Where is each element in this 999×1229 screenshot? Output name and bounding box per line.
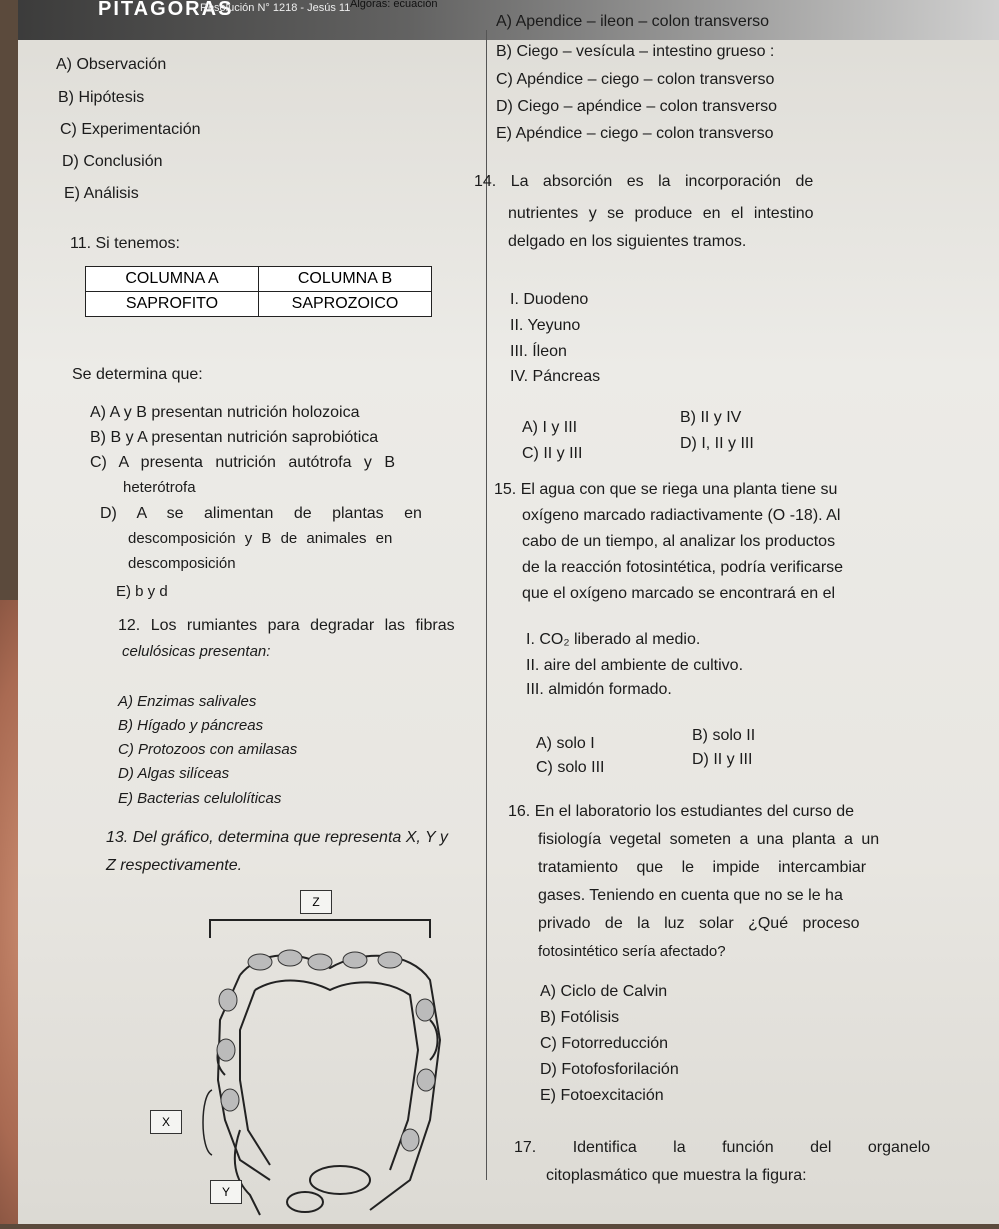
- q15-option-a: A) solo I: [536, 735, 595, 752]
- q14-stem-1: 14. La absorción es la incorporación de: [474, 173, 814, 190]
- q15-item-3: III. almidón formado.: [526, 681, 672, 698]
- q12-option-b: B) Hígado y páncreas: [118, 717, 264, 734]
- q17-stem-1: 17. Identifica la función del organelo: [514, 1139, 931, 1156]
- q16-stem-6: fotosintético sería afectado?: [538, 943, 726, 960]
- logo-subtitle: Resolución N° 1218 - Jesús 11: [200, 2, 351, 14]
- q14-item-2: II. Yeyuno: [510, 317, 581, 334]
- q15-option-c: C) solo III: [536, 759, 605, 776]
- q15-option-d: D) II y III: [692, 751, 753, 768]
- q16-stem-3: tratamiento que le impide intercambiar: [538, 859, 867, 876]
- q11-table: [85, 266, 432, 317]
- q10-option-c: C) Experimentación: [60, 121, 201, 138]
- q12-stem-2: celulósicas presentan:: [122, 643, 271, 660]
- q15-stem-2: oxígeno marcado radiactivamente (O -18). Al: [522, 507, 841, 524]
- q14-option-a: A) I y III: [522, 419, 578, 436]
- q16-stem-1: 16. En el laboratorio los estudiantes del curso de: [508, 803, 854, 820]
- q13-stem-2: Z respectivamente.: [106, 857, 243, 874]
- q16-option-c: C) Fotorreducción: [540, 1035, 669, 1052]
- q15-stem-4: de la reacción fotosintética, podría verificarse: [522, 559, 844, 576]
- q16-stem-5: privado de la luz solar ¿Qué proceso: [538, 915, 860, 932]
- q12-option-d: D) Algas silíceas: [118, 765, 230, 782]
- q11-header-a: COLUMNA A: [86, 267, 259, 292]
- q14-item-4: IV. Páncreas: [510, 368, 601, 385]
- q13-option-a: A) Apendice – ileon – colon transverso: [496, 13, 770, 30]
- q16-stem-2: fisiología vegetal someten a una planta a un: [538, 831, 880, 848]
- q15-stem-3: cabo de un tiempo, al analizar los productos: [522, 533, 836, 550]
- q11-option-c: C) A presenta nutrición autótrofa y B: [90, 454, 396, 471]
- q12-option-c: C) Protozoos con amilasas: [118, 741, 298, 758]
- label-z: Z: [300, 890, 332, 914]
- q10-option-e: E) Análisis: [64, 185, 139, 202]
- q16-option-a: A) Ciclo de Calvin: [540, 983, 668, 1000]
- q15-item-2: II. aire del ambiente de cultivo.: [526, 657, 744, 674]
- q17-stem-2: citoplasmático que muestra la figura:: [546, 1167, 807, 1184]
- q12-option-e: E) Bacterias celulolíticas: [118, 790, 282, 807]
- colon-illustration: [140, 880, 480, 1224]
- q15-option-b: B) solo II: [692, 727, 756, 744]
- q11-option-d-cont: descomposición y B de animales en: [128, 530, 393, 547]
- q15-item-1: I. CO₂ liberado al medio.: [526, 631, 701, 648]
- logo: PITAGORAS: [98, 0, 234, 20]
- q16-option-e: E) Fotoexcitación: [540, 1087, 664, 1104]
- label-y: Y: [210, 1180, 242, 1204]
- q11-option-d-cont2: descomposición: [128, 555, 236, 572]
- q14-option-c: C) II y III: [522, 445, 583, 462]
- q11-stem: 11. Si tenemos:: [70, 235, 180, 252]
- q16-stem-4: gases. Teniendo en cuenta que no se le ha: [538, 887, 843, 904]
- q11-option-d: D) A se alimentan de plantas en: [100, 505, 422, 522]
- q14-option-d: D) I, II y III: [680, 435, 754, 452]
- q13-option-e: E) Apéndice – ciego – colon transverso: [496, 125, 774, 142]
- q10-option-d: D) Conclusión: [62, 153, 163, 170]
- q13-option-c: C) Apéndice – ciego – colon transverso: [496, 71, 775, 88]
- q16-option-d: D) Fotofosforilación: [540, 1061, 679, 1078]
- column-divider: [486, 30, 487, 1180]
- q13-stem-1: 13. Del gráfico, determina que representa X, Y y: [106, 829, 448, 846]
- label-x: X: [150, 1110, 182, 1134]
- q14-stem-3: delgado en los siguientes tramos.: [508, 233, 747, 250]
- q14-item-1: I. Duodeno: [510, 291, 589, 308]
- q12-option-a: A) Enzimas salivales: [118, 693, 257, 710]
- q14-item-3: III. Íleon: [510, 343, 567, 360]
- q13-option-d: D) Ciego – apéndice – colon transverso: [496, 98, 778, 115]
- q15-stem-1: 15. El agua con que se riega una planta tiene su: [494, 481, 838, 498]
- q15-stem-5: que el oxígeno marcado se encontrará en el: [522, 585, 836, 602]
- q10-option-b: B) Hipótesis: [58, 89, 145, 106]
- q12-stem-1: 12. Los rumiantes para degradar las fibras: [118, 617, 455, 634]
- q14-option-b: B) II y IV: [680, 409, 742, 426]
- q11-lead: Se determina que:: [72, 366, 203, 383]
- large-intestine-diagram: [140, 880, 480, 1224]
- top-note: Algoras: ecuación: [350, 0, 438, 10]
- q11-option-a: A) A y B presentan nutrición holozoica: [90, 404, 360, 421]
- q16-option-b: B) Fotólisis: [540, 1009, 620, 1026]
- q11-option-c-cont: heterótrofa: [123, 479, 196, 496]
- q11-option-b: B) B y A presentan nutrición saprobiótica: [90, 429, 379, 446]
- q13-option-b: B) Ciego – vesícula – intestino grueso :: [496, 43, 775, 60]
- q11-header-b: COLUMNA B: [259, 267, 432, 292]
- q10-option-a: A) Observación: [56, 56, 167, 73]
- q11-cell-b: SAPROZOICO: [259, 292, 432, 317]
- q11-option-e: E) b y d: [116, 583, 168, 600]
- q11-cell-a: SAPROFITO: [86, 292, 259, 317]
- q14-stem-2: nutrientes y se produce en el intestino: [508, 205, 814, 222]
